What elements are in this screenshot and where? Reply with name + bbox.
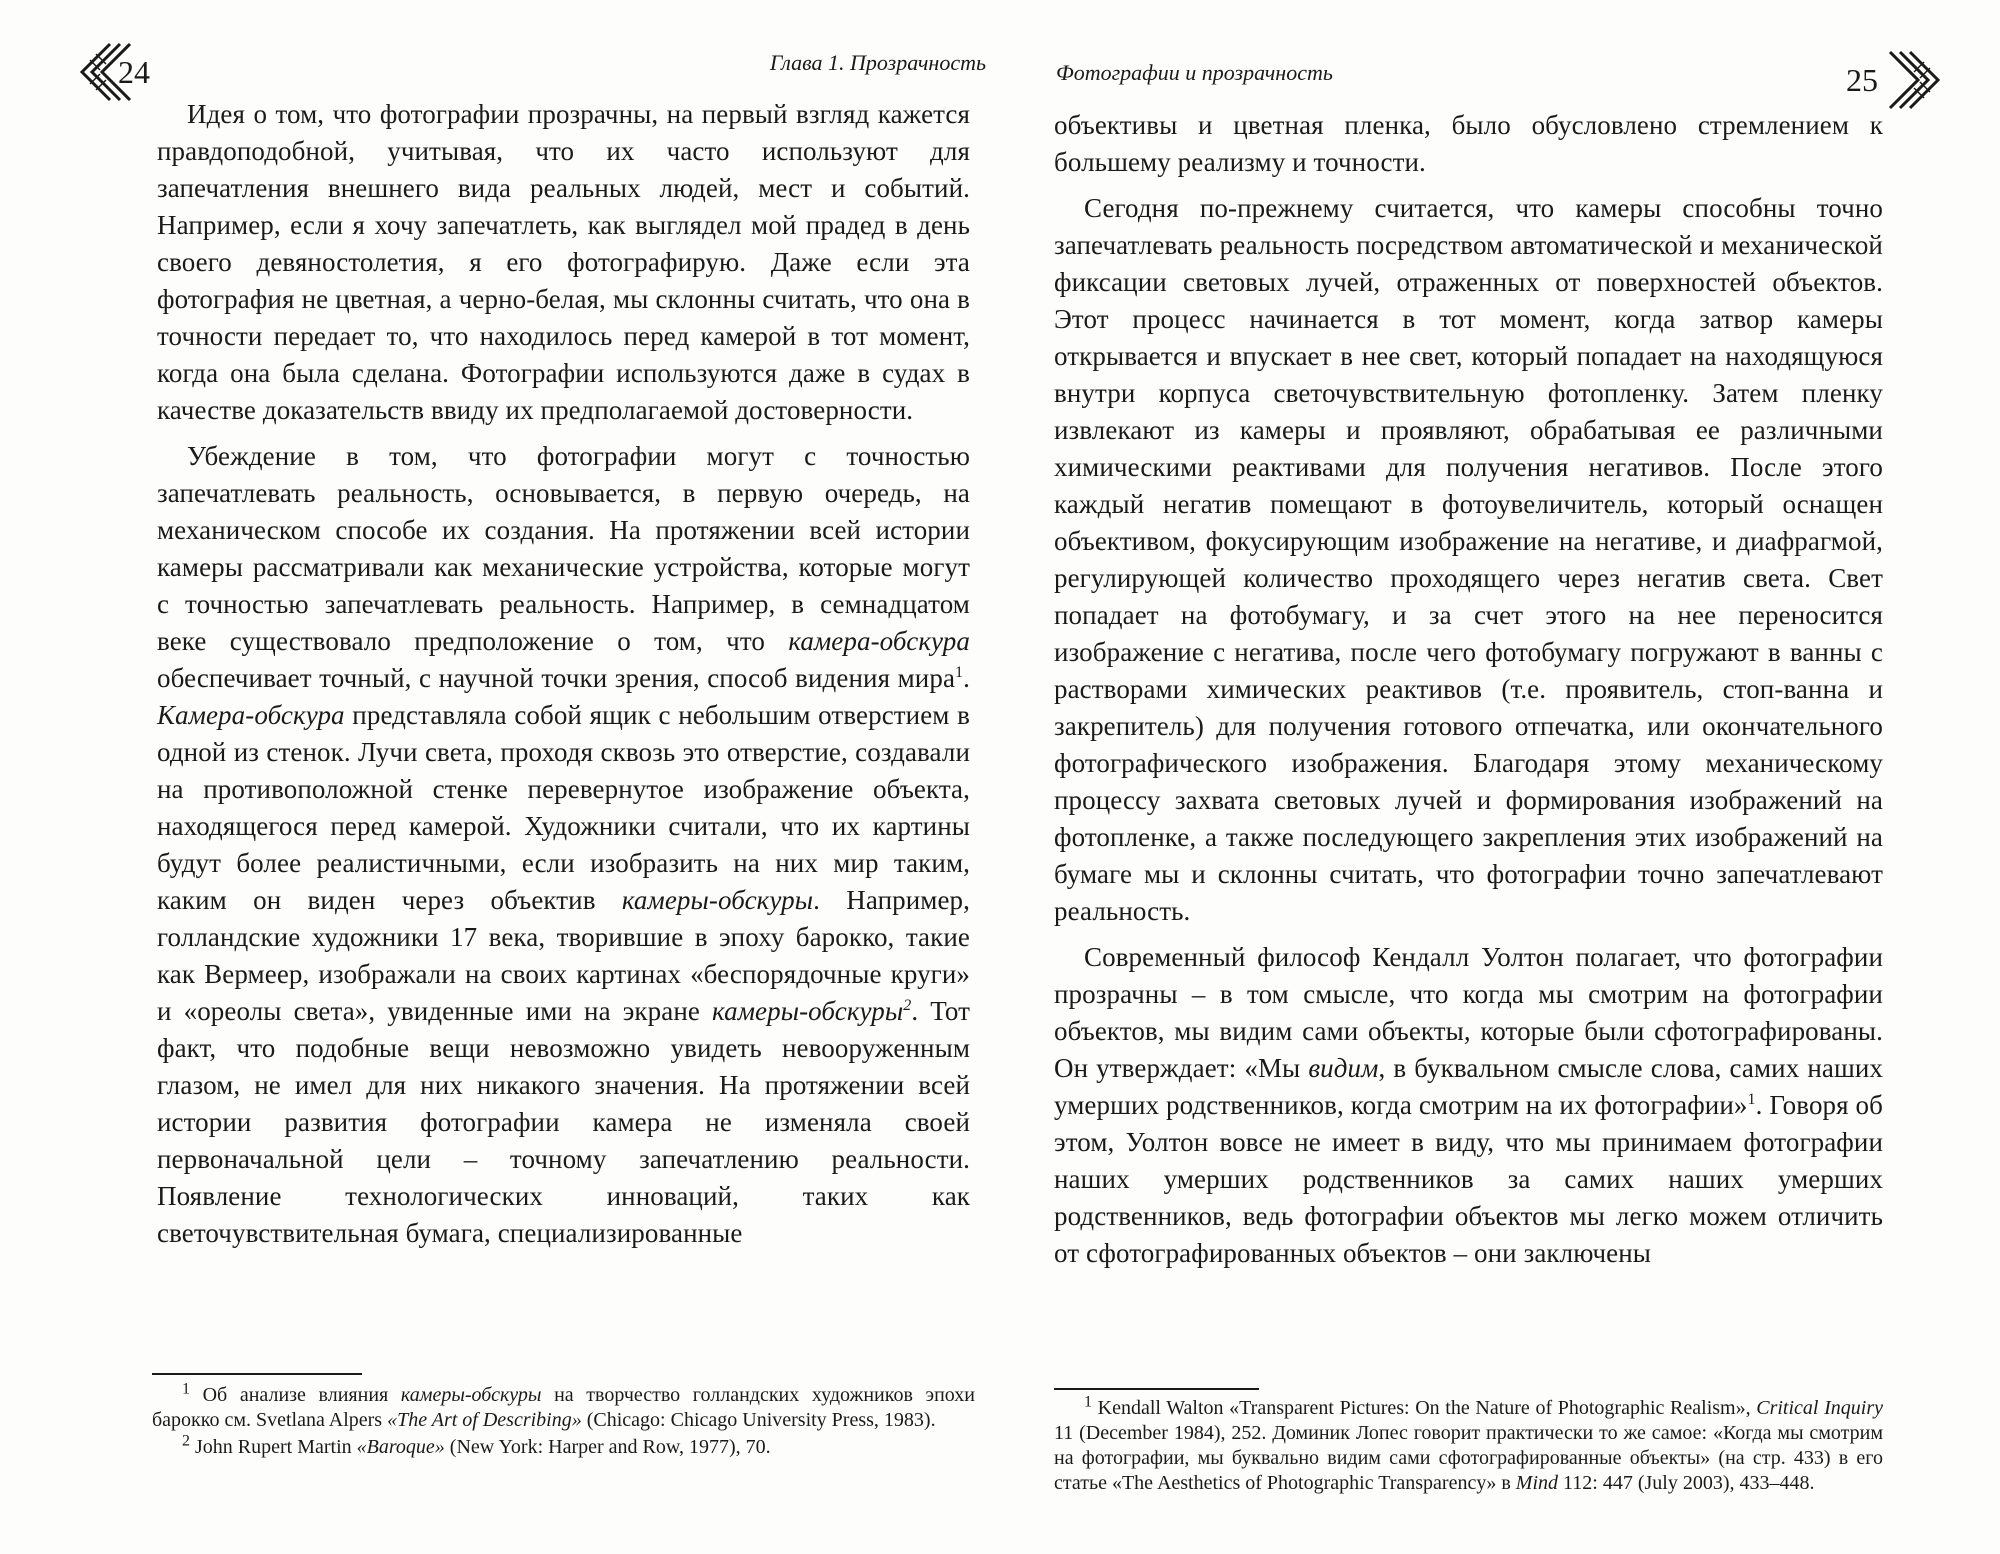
text-run: Убеждение в том, что фотографии могут с точностью запечатлевать реальность, основывается, в первую очередь, на механическом способе их создания. На протяжении всей истории камеры рассматривали как механические устройства, которые могут с точностью запечатлевать реальность. Например, в семнадцатом веке существовало предположение о том, что [157,441,970,656]
text-run: на творчество голландских художников эпохи барокко см. Svetlana Alpers [152,1384,975,1431]
text-run: Современный философ Кендалл Уолтон полагает, что фотографии прозрачны – в том смысле, что когда мы смотрим на фотографии объектов, мы видим сами объекты, которые были сфотографированы. Он утверждает: «Мы [1054,942,1883,1083]
text-run: Kendall Walton «Transparent Pictures: On the Nature of Photographic Realism», [1092,1397,1757,1419]
italic-run: Камера-обскура [157,700,345,730]
body-text [1054,107,1883,1281]
text-run: объективы и цветная пленка, было обусловлено стремлением к большему реализму и точности. [1054,110,1883,177]
footnotes [1054,1393,1883,1498]
body-text [157,96,970,1261]
text-run: Об анализе влияния [190,1384,401,1406]
footnote-marker: 2 [182,1432,190,1450]
footnote [152,1380,975,1433]
footnote-marker: 1 [1747,1091,1756,1108]
paragraph [157,438,970,1252]
running-head: Фотографии и прозрачность [1056,60,1333,85]
text-run: John Rupert Martin [190,1436,357,1458]
right-page [1000,0,2000,1554]
footnote-divider [152,1373,362,1375]
chevron-ornament-right-icon [1880,48,1944,112]
italic-run: «Baroque» [356,1436,445,1458]
italic-run: камера-обскура [788,626,970,656]
footnote-marker: 1 [1084,1393,1092,1411]
italic-run: «The Art of Describing» [387,1409,582,1431]
text-run: Идея о том, что фотографии прозрачны, на первый взгляд кажется правдоподобной, учитывая, что их часто используют для запечатления внешнего вида реальных людей, мест и событий. Например, если я хочу запечатлеть, как выглядел мой прадед в день своего девяностолетия, я его фотографирую. Даже если эта фотография не цветная, а черно-белая, мы склонны считать, что она в точности передает то, что находилось перед камерой в тот момент, когда она была сделана. Фотографии используются даже в судах в качестве доказательств ввиду их предполагаемой достоверности. [157,99,970,425]
italic-run: камеры-обскуры [712,996,904,1026]
footnote-marker: 1 [955,664,964,681]
paragraph [1054,939,1883,1272]
text-run: (Chicago: Chicago University Press, 1983). [581,1409,936,1431]
text-run: Сегодня по-прежнему считается, что камеры способны точно запечатлевать реальность посредством автоматической и механической фиксации световых лучей, отраженных от поверхностей объектов. Этот процесс начинается в тот момент, когда затвор камеры открывается и впускает в нее свет, который попадает на находящуюся внутри корпуса светочувствительную фотопленку. Затем пленку извлекают из камеры и проявляют, обрабатывая ее различными химическими реактивами для получения негативов. После этого каждый негатив помещают в фотоувеличитель, который оснащен объективом, фокусирующим изображение на негативе, и диафрагмой, регулирующей количество проходящего через негатив света. Свет попадает на фотобумагу, и за счет этого на нее переносится изображение с негатива, после чего фотобумагу погружают в ванны с растворами химических реактивов (т.е. проявитель, стоп-ванна и закрепитель) для получения готового отпечатка, или окончательного фотографического изображения. Благодаря этому механическому процессу захвата световых лучей и формирования изображений на фотопленке, а также последующего закрепления этих изображений на бумаге мы и склонны считать, что фотографии точно запечатлевают реальность. [1054,193,1883,926]
footnote-divider [1054,1388,1259,1390]
page-number: 24 [118,54,150,90]
paragraph [1054,190,1883,930]
italic-run: камеры-обскуры [400,1384,542,1406]
paragraph [1054,107,1883,181]
italic-run: Mind [1515,1472,1558,1494]
page-number: 25 [1846,62,1878,98]
running-head: Глава 1. Прозрачность [769,50,986,75]
footnote-marker: 1 [182,1380,190,1398]
text-run: . Например, голландские художники 17 века, творившие в эпоху барокко, такие как Вермеер, изображали на своих картинах «беспорядочные круги» и «ореолы света», увиденные ими на экране [157,885,970,1026]
paragraph [157,96,970,429]
footnotes [152,1380,975,1462]
italic-run: камеры-обскуры [621,885,814,915]
footnote [152,1432,975,1460]
italic-run: Critical Inquiry [1756,1397,1883,1419]
text-run: . [963,663,970,693]
italic-run: видим [1308,1053,1379,1083]
text-run: , в буквальном смысле слова, самих наших умерших родственников, когда смотрим на их фотографии» [1054,1053,1883,1120]
text-run: представляла собой ящик с небольшим отверстием в одной из стенок. Лучи света, проходя сквозь это отверстие, создавали на противоположной стенке перевернутое изображение объекта, находящегося перед камерой. Художники считали, что их картины будут более реалистичными, если изобразить на них мир таким, каким он виден через объектив [157,700,970,915]
text-run: . Тот факт, что подобные вещи невозможно увидеть невооруженным глазом, не имел для них никакого значения. На протяжении всей истории развития фотографии камера не изменяла своей первоначальной цели – точному запечатлению реальности. Появление технологических инноваций, таких как светочувствительная бумага, специализированные [157,996,971,1248]
text-run: обеспечивает точный, с научной точки зрения, способ видения мира [157,663,956,693]
text-run: . Говоря об этом, Уолтон вовсе не имеет в виду, что мы принимаем фотографии наших умерших родственников за самих наших умерших родственников, ведь фотографии объектов мы легко можем отличить от сфотографированных объектов – они заключены [1054,1090,1883,1268]
text-run: 112: 447 (July 2003), 433–448. [1558,1472,1815,1494]
footnote [1054,1393,1883,1496]
footnote-marker: 2 [903,997,912,1014]
text-run: (New York: Harper and Row, 1977), 70. [444,1436,771,1458]
text-run: 11 (December 1984), 252. Доминик Лопес говорит практически то же самое: «Когда мы смотрим на фотографии, мы буквально видим сами сфотографированные объекты» (на стр. 433) в его статье «The Aesthetics of Photographic Transparency» в [1054,1422,1883,1494]
